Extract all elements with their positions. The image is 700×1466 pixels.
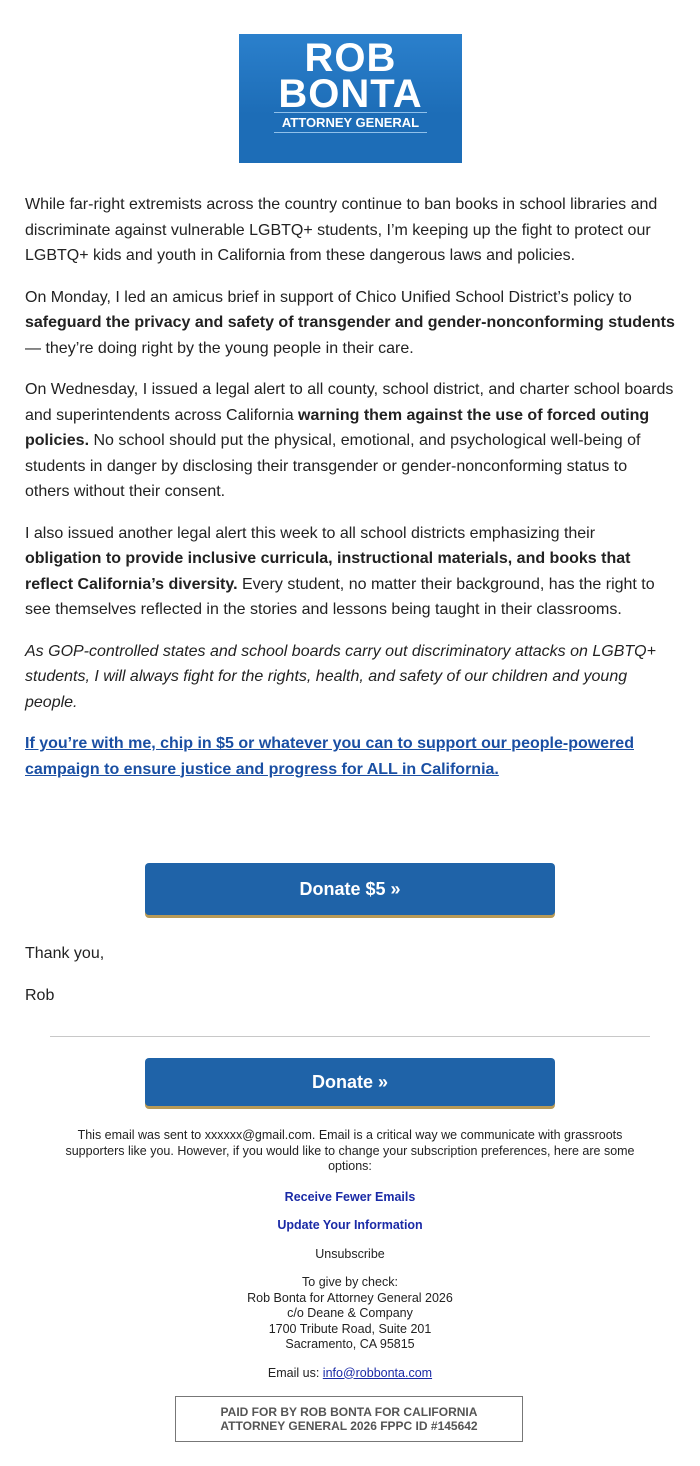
email-link[interactable]: info@robbonta.com xyxy=(322,1365,433,1380)
paragraph-legal-alert xyxy=(25,377,675,505)
text: On Monday, I led an amicus brief in support of Chico Unified School District’s policy to xyxy=(25,288,632,306)
bold-text: safeguard the privacy and safety of transgender and gender-nonconforming students xyxy=(25,314,675,331)
text: — they’re doing right by the young people in their care. xyxy=(25,339,414,357)
divider xyxy=(50,1036,650,1037)
paragraph-amicus xyxy=(25,285,675,362)
paragraph-italic: As GOP-controlled states and school boards carry out discriminatory attacks on LGBTQ+ students, I will always fight for the rights, health, and safety of our children and young people. xyxy=(25,642,656,711)
bold-text: warning them against the use of forced outing policies. xyxy=(25,406,650,449)
donate-5-button[interactable]: Donate $5 » xyxy=(145,863,555,915)
email-body xyxy=(25,192,675,798)
signoff-thanks: Thank you, xyxy=(25,945,105,962)
check-title: To give by check: xyxy=(302,1275,398,1289)
check-line: 1700 Tribute Road, Suite 201 xyxy=(268,1321,432,1336)
receive-fewer-emails-link[interactable]: Receive Fewer Emails xyxy=(284,1189,416,1204)
paid-for-disclaimer xyxy=(175,1396,523,1442)
chip-in-link[interactable]: If you’re with me, chip in $5 or whatever you can to support our people-powered campaign to ensure justice and progress for ALL in California. xyxy=(25,735,634,778)
bold-text: obligation to provide inclusive curricula, instructional materials, and books that reflect California’s diversity. xyxy=(25,550,631,593)
logo-line-title xyxy=(239,115,462,163)
paragraph-intro: While far-right extremists across the country continue to ban books in school libraries and discriminate against vulnerable LGBTQ+ students, I’m keeping up the fight to protect our LGBTQ+ kids and youth in California from these dangerous laws and policies. xyxy=(25,196,658,264)
unsubscribe-link[interactable]: Unsubscribe xyxy=(315,1246,385,1261)
signoff-name: Rob xyxy=(25,987,55,1004)
logo-line-bonta: BONTA xyxy=(278,72,423,116)
footer xyxy=(60,1128,640,1381)
email-label: Email us: xyxy=(267,1365,323,1380)
paragraph-curricula xyxy=(25,521,675,623)
donate-button[interactable]: Donate » xyxy=(145,1058,555,1106)
email-us xyxy=(60,1366,640,1382)
check-line: c/o Deane & Company xyxy=(287,1306,413,1320)
check-line: Rob Bonta for Attorney General 2026 xyxy=(247,1290,453,1305)
campaign-logo xyxy=(239,34,462,163)
logo-line-rob: ROB xyxy=(304,36,397,80)
text: I also issued another legal alert this week to all school districts emphasizing their xyxy=(25,524,596,542)
text: Every student, no matter their background, has the right to see themselves reflected in the stories and lessons being taught in their classrooms. xyxy=(25,575,655,618)
subscription-notice: This email was sent to xxxxxx@gmail.com. Email is a critical way we communicate with grassroots supporters like you. However, if you would like to change your subscription preferences, here are some options: xyxy=(65,1128,635,1173)
check-line: Sacramento, CA 95815 xyxy=(285,1337,415,1351)
disclaimer-text: PAID FOR BY ROB BONTA FOR CALIFORNIA ATTORNEY GENERAL 2026 FPPC ID #145642 xyxy=(220,1405,478,1433)
text: On Wednesday, I issued a legal alert to all county, school district, and charter school boards and superintendents across California xyxy=(25,381,674,424)
update-information-link[interactable]: Update Your Information xyxy=(277,1218,423,1232)
paragraph-cta xyxy=(25,731,675,782)
text: No school should put the physical, emotional, and psychological well-being of students in danger by disclosing their transgender or gender-nonconforming status to others without their consent. xyxy=(25,432,641,500)
logo-title-text: ATTORNEY GENERAL xyxy=(274,112,427,133)
